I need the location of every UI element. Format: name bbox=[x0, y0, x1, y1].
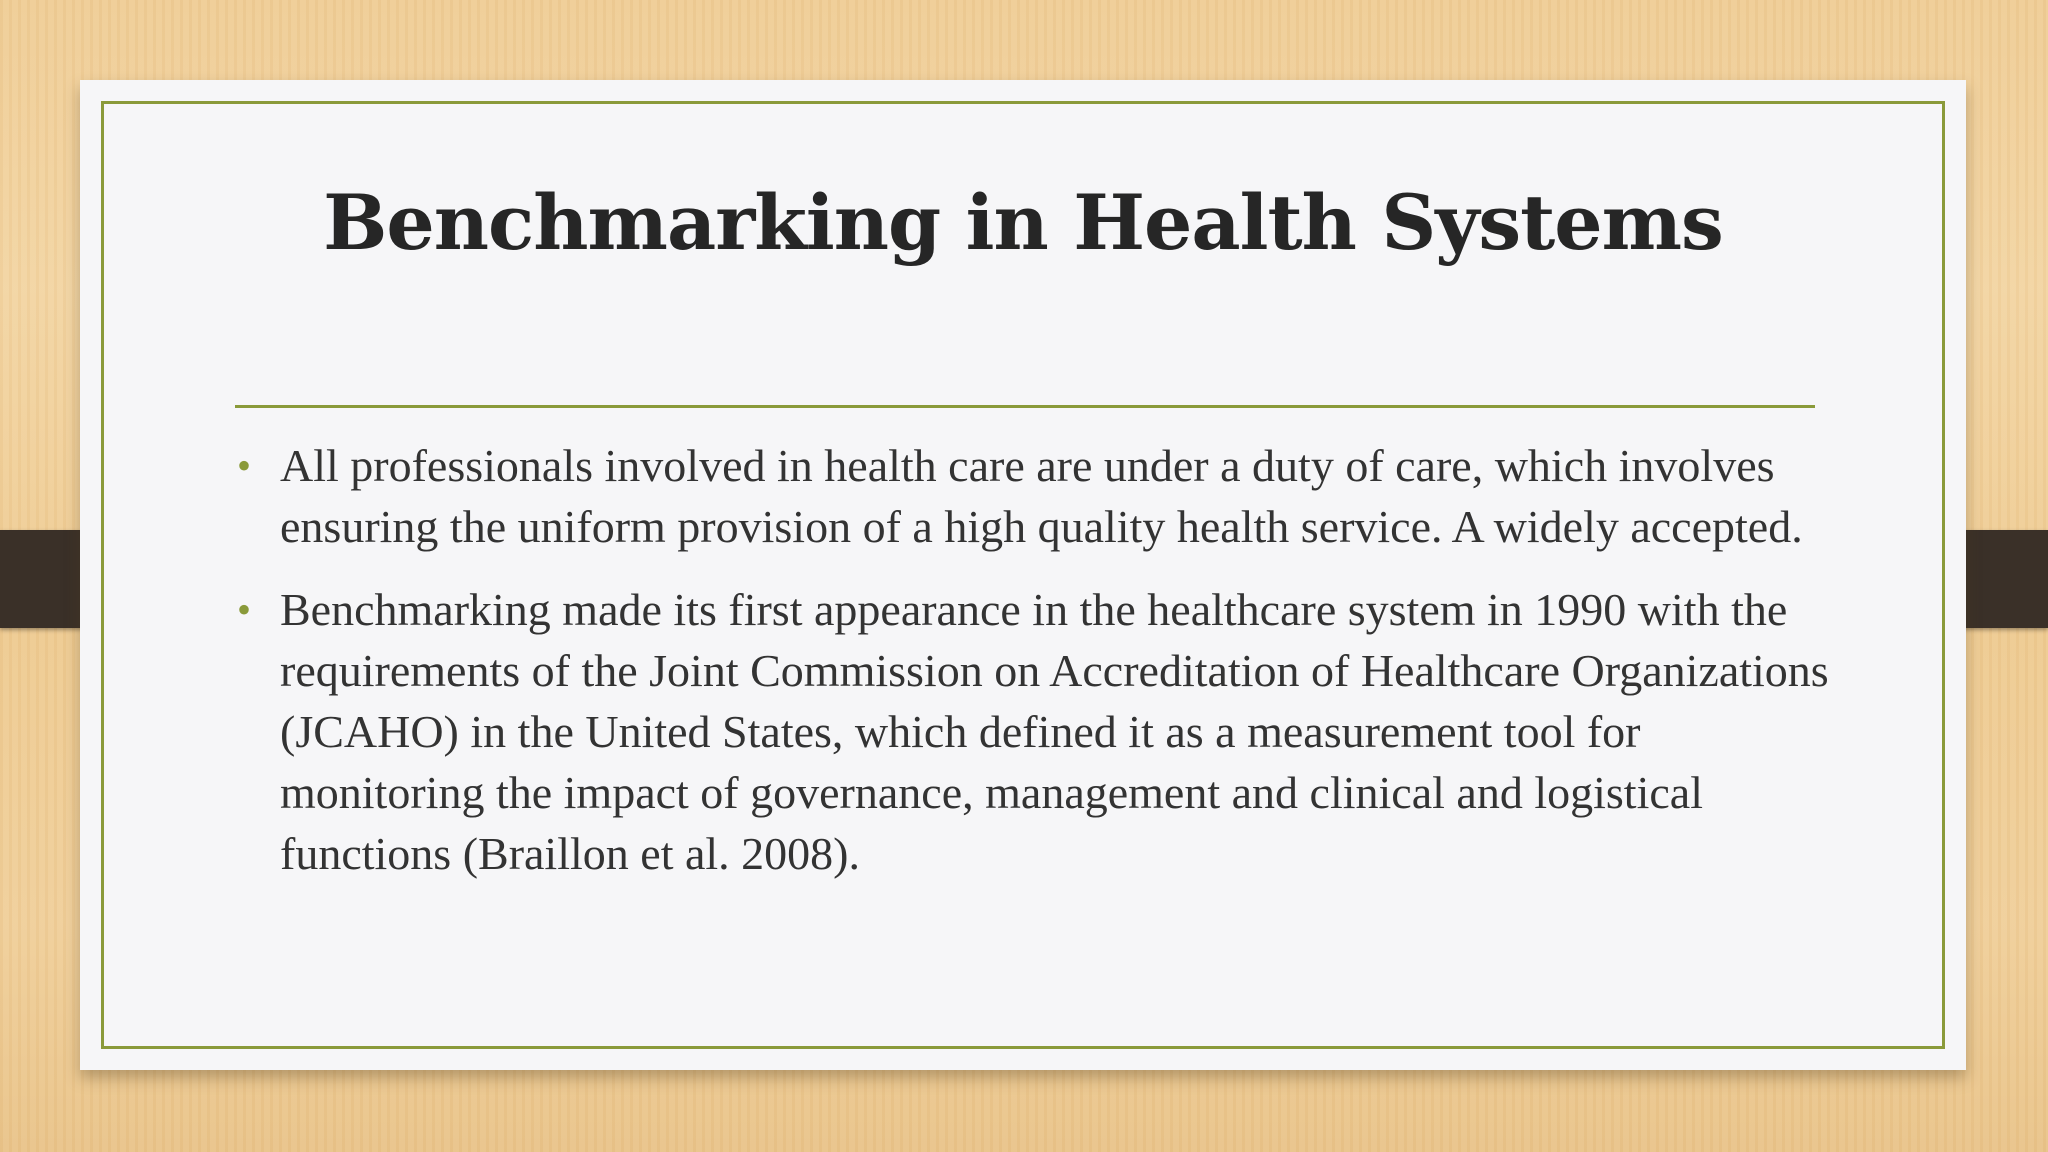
bullet-item bbox=[235, 435, 1835, 557]
slide-title: Benchmarking in Health Systems bbox=[323, 178, 1723, 267]
bullet-marker: • bbox=[237, 587, 252, 632]
bullet-text: Benchmarking made its first appearance in the healthcare system in 1990 with the requirements of the Joint Commission on Accreditation of Healthcare Organizations (JCAHO) in the United States, which defined it as a measurement tool for monitoring the impact of governance, management and clinical and logistical functions (Braillon et al. 2008). bbox=[280, 584, 1829, 879]
bullet-text: All professionals involved in health care are under a duty of care, which involves ensuring the uniform provision of a high quality health service. A widely accepted. bbox=[280, 440, 1803, 552]
bullet-item bbox=[235, 579, 1835, 884]
bullet-marker: • bbox=[237, 443, 252, 488]
bullet-list bbox=[235, 435, 1835, 906]
slide bbox=[80, 80, 1966, 1070]
title-divider bbox=[235, 405, 1815, 408]
